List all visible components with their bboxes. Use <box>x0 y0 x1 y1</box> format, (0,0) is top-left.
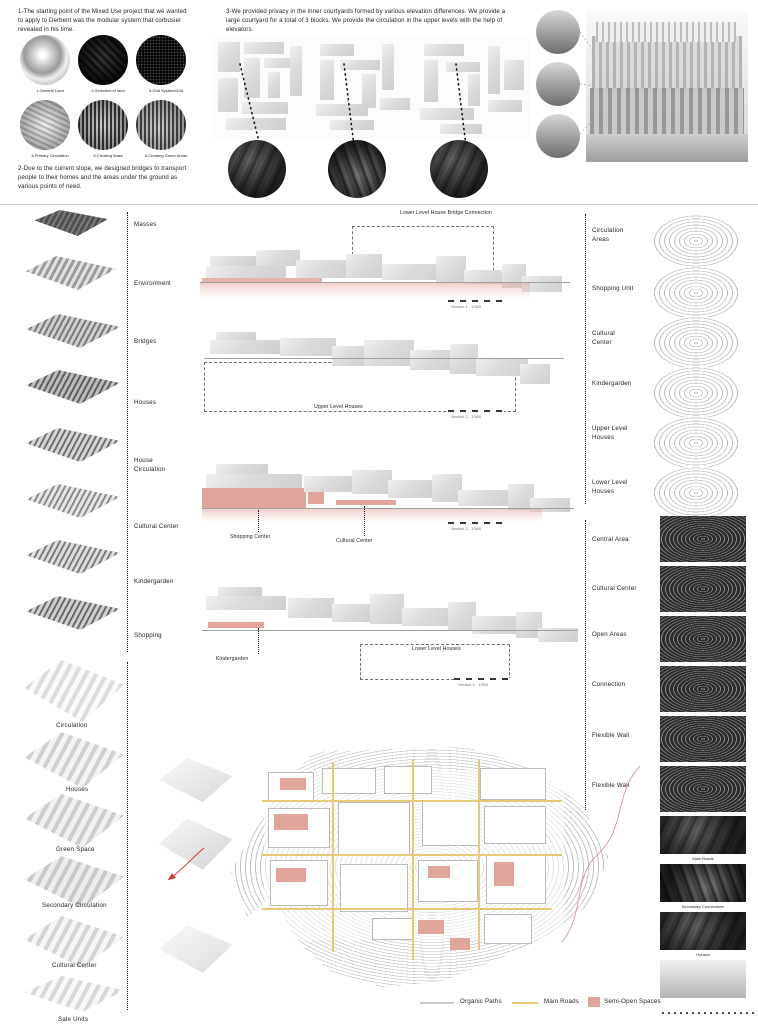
left-bottom-legend-circulation: Circulation <box>56 722 88 729</box>
right-legend-cultural-center: Cultural Center <box>592 330 615 347</box>
right-legend-upper-level-houses: Upper Level Houses <box>592 425 628 442</box>
right-legend-flexible-wall-1: Flexible Wall <box>592 732 630 739</box>
dark-contour-5 <box>660 716 746 762</box>
detail-render-3 <box>536 114 580 158</box>
note-3-text: 3-We provided privacy in the inner courtyards formed by various elevation differences. We provide a large courtyard for a total of 3 blocks. We provide the circulation in the upper levels with the help of elevators. <box>226 8 506 33</box>
organic-path-overlay <box>522 762 652 962</box>
right-legend-circulation-areas: Circulation Areas <box>592 227 624 244</box>
left-bottom-legend-secondary-circulation: Secondary Circulation <box>42 902 107 909</box>
courtyard-photo-1 <box>228 140 286 198</box>
modular-caption-2: 2-Selection of land <box>91 88 125 93</box>
modular-caption-5: 5-Creating Mass <box>93 153 123 158</box>
right-photo-houses <box>660 912 746 950</box>
detail-render-1 <box>536 10 580 54</box>
modular-caption-3: 3-Grid System/Grid <box>148 88 184 93</box>
plan-legend-main-roads: Main Roads <box>544 998 580 1005</box>
section-3-cultural-label: Cultural Center <box>336 538 373 544</box>
right-legend-lower-level-houses: Lower Level Houses <box>592 479 628 496</box>
leader-dots-2 <box>340 62 362 148</box>
section-1 <box>196 210 586 316</box>
left-legend-rail <box>127 212 128 652</box>
section-2-upper-label: Upper Level Houses <box>314 404 363 410</box>
dark-contour-2 <box>660 566 746 612</box>
dark-contour-6 <box>660 766 746 812</box>
left-legend-item-houses: Houses <box>134 399 157 406</box>
dark-contour-3 <box>660 616 746 662</box>
modular-thumb-5 <box>78 100 128 150</box>
modular-diagram-group <box>18 35 198 170</box>
right-photo-extra <box>660 960 746 998</box>
leader-dots-1 <box>238 62 264 148</box>
plan-legend-semi-open-spaces: Semi-Open Spaces <box>604 998 661 1005</box>
right-legend-central-area: Central Area <box>592 536 629 543</box>
section-2-scale: Section 2 - 1/500 <box>451 414 482 419</box>
note-1-text: 1-The starting point of the Mixed Use project that we wanted to apply to Derbent was the modular system that corbusier revealed in his time. <box>18 8 187 33</box>
left-bottom-legend-houses: Houses <box>66 786 89 793</box>
right-legend-open-areas: Open Areas <box>592 631 627 638</box>
left-legend-item-environment: Environment <box>134 280 171 287</box>
main-aerial-render <box>586 10 748 162</box>
left-bottom-legend-cultural-center: Cultural Center <box>52 962 97 969</box>
right-photo-secondary <box>660 864 746 902</box>
left-axon-column <box>14 210 132 650</box>
modular-thumb-6 <box>136 100 186 150</box>
modular-caption-6: 6-Creating Green Areas <box>144 153 188 158</box>
contour-diagram-2 <box>648 264 744 322</box>
right-legend-kindergarden: Kindergarden <box>592 380 632 387</box>
section-4-kindergarden-label: Kindergarden <box>216 656 249 662</box>
left-legend-item-cultural-center: Cultural Center <box>134 523 179 530</box>
right-photo-caption-2: Secondary Connections <box>681 904 725 909</box>
contour-diagram-3 <box>648 314 744 372</box>
left-bottom-legend-sale-units: Sale Units <box>58 1016 89 1023</box>
leader-dots-3 <box>452 62 474 148</box>
section-4-lower-label: Lower Level Houses <box>412 646 461 652</box>
left-bottom-legend-green-space: Green Space <box>56 846 95 853</box>
left-legend-item-house-circulation: House Circulation <box>134 457 166 474</box>
left-legend-item-shopping: Shopping <box>134 632 162 639</box>
contour-diagram-4 <box>648 364 744 422</box>
right-legend-rail-top <box>585 214 586 504</box>
site-plan <box>222 742 642 992</box>
detail-axon-2-red-arrow <box>160 846 210 886</box>
right-photo-caption-3: Houses <box>696 952 710 957</box>
contour-diagram-6 <box>648 464 744 522</box>
board-divider <box>0 204 758 205</box>
plan-legend-organic-paths: Organic Paths <box>460 998 502 1005</box>
right-legend-connection: Connection <box>592 681 626 688</box>
left-bottom-legend-rail <box>127 662 128 1010</box>
modular-thumb-1 <box>20 35 70 85</box>
dark-contour-1 <box>660 516 746 562</box>
section-3-shopping-label: Shopping Center <box>230 534 271 540</box>
modular-thumb-4 <box>20 100 70 150</box>
right-legend-shopping-unit: Shopping Unit <box>592 285 634 292</box>
left-legend-item-bridges: Bridges <box>134 338 157 345</box>
modular-caption-1: 1-General Land <box>36 88 64 93</box>
contour-diagram-5 <box>648 414 744 472</box>
courtyard-photo-2 <box>328 140 386 198</box>
right-photo-main-roads <box>660 816 746 854</box>
dark-contour-4 <box>660 666 746 712</box>
section-4-scale: Section 4 - 1/500 <box>458 682 489 687</box>
left-legend-item-masses: Masses <box>134 221 157 228</box>
right-bottom-dot-row <box>662 1012 754 1014</box>
right-legend-cultural-center-2: Cultural Center <box>592 585 637 592</box>
section-3 <box>196 456 586 556</box>
render-leader-lines <box>580 28 594 138</box>
section-1-bridge-label: Lower Level House Bridge Connection <box>399 210 493 216</box>
section-3-scale: Section 3 - 1/500 <box>451 526 482 531</box>
modular-thumb-2 <box>78 35 128 85</box>
right-photo-caption-1: Main Roads <box>692 856 714 861</box>
courtyard-photo-3 <box>430 140 488 198</box>
modular-caption-4: 4-Primary Circulation <box>31 153 69 158</box>
left-legend-item-kindergarden: Kindergarden <box>134 578 174 585</box>
right-legend-flexible-wall-2: Flexible Wall <box>592 782 630 789</box>
section-2 <box>196 328 586 424</box>
modular-thumb-3 <box>136 35 186 85</box>
plan-legend <box>420 996 666 1012</box>
left-bottom-axon-column <box>14 660 130 1010</box>
detail-render-2 <box>536 62 580 106</box>
section-4 <box>196 582 586 692</box>
contour-diagram-1 <box>648 212 744 270</box>
section-1-scale: Section 1 - 1/500 <box>451 304 482 309</box>
note-2-text: 2-Due to the current slope, we designed bridges to transport people to their homes and the areas under the ground as various points of need. <box>18 165 187 190</box>
